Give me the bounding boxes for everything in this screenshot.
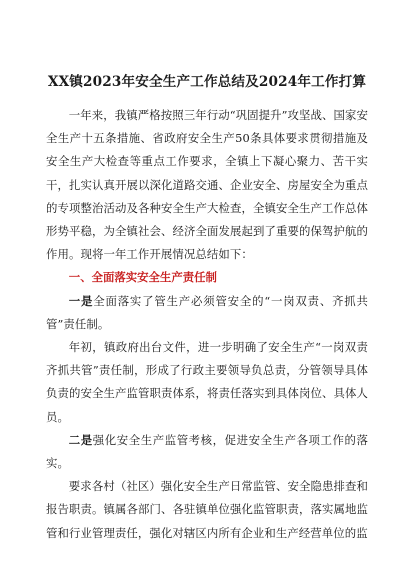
intro-paragraph: 一年来，我镇严格按照三年行动“巩固提升”攻坚战、国家安全生产十五条措施、省政府安全生产50条具体要求贯彻措施及安全生产大检查等重点工作要求，全镇上下凝心聚力、苦干实干，扎实认真开展以深化道路交通、企业安全、房屋安全为重点的专项整治活动及各种安全生产大检查，全镇安全生产工作总体形势平稳，为全镇社会、经济全面发展起到了重要的保驾护航的作用。现将一年工作开展情况总结如下： — [46, 108, 368, 262]
section-heading: 一、全面落实安全生产责任制 — [68, 270, 217, 285]
document-title: XX镇2023年安全生产工作总结及2024年工作打算 — [47, 74, 367, 90]
paragraph-text: 强化安全生产监管考核，促进安全生产各项工作的落实。 — [46, 432, 368, 471]
lead-label: 一是 — [68, 293, 94, 308]
paragraph-text: 全面落实了管生产必须管安全的“一岗双责、齐抓共管”责任制。 — [46, 293, 369, 331]
paragraph-responsibility: 年初，镇政府出台文件，进一步明确了安全生产“一岗双责齐抓共管”责任制，形成了行政主要领导负总责，分管领导具体负责的安全生产监管职责体系，将责任落实到具体岗位、具体人员。 — [46, 340, 368, 424]
paragraph-supervision: 要求各村（社区）强化安全生产日常监管、安全隐患排查和报告职责。镇属各部门、各驻镇单位强化监管职责，落实属地监管和行业管理责任，强化对辖区内所有企业和生产经营单位的监 — [46, 479, 368, 540]
paragraph-second-point — [46, 429, 368, 475]
paragraph-first-point — [46, 290, 368, 336]
lead-label: 二是 — [68, 432, 93, 447]
